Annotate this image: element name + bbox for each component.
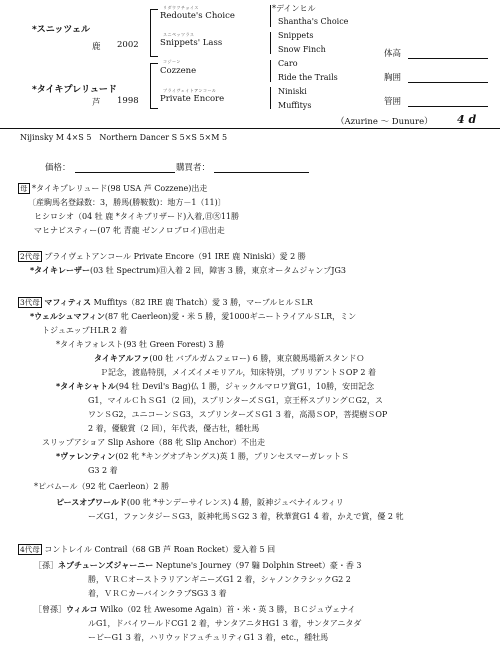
dam-offspring-1: ヒシロシオ（04 牡 鹿 *タイキブリザード)入着,㊐㊋11勝 [34,212,240,221]
son-tag: ［孫］ [34,561,58,570]
alpha-rest: (00 牡 バブルガムフェロー) 6 勝，東京競馬場新スタンドＯ [149,354,365,363]
dam-offspring-2: マヒナビスティー(07 牝 青鹿 ゼンノロブロイ)㊐出走 [34,226,225,235]
son-cont-1: 勝，ＶＲＣオーストラリアンギニーズG1 2 着，シャノンクラシックG2 2 [88,575,351,584]
bracket-g3-4 [270,87,271,109]
peace-name: ピースオブワールド [56,498,127,507]
sire-sire-ruby: リダウツチョイス [163,5,199,10]
g3-1: *デインヒル [272,4,316,13]
bracket-g3-3 [270,60,271,82]
alpha-name: タイキアルファ [94,354,150,363]
bracket-g3-2 [270,32,271,54]
great-line [34,604,356,615]
sire-dam-ruby: スニペッツラス [163,32,195,37]
shuttle-cont-3: 2 着，優駿賞（2 回），年代表，優古牡，種牡馬 [88,424,260,433]
chest-label: 胸囲 [384,73,402,83]
pedigree-divider [0,128,500,129]
g2-tag: 2代母 [20,252,40,261]
bracket-sire [150,9,151,57]
g2-line1 [18,251,306,262]
sire-name: *スニッツェル [32,25,90,35]
cannon-label: 管囲 [384,97,402,107]
dam-dam-ruby: プライヴェイトアンコール [163,88,217,93]
bracket-dam-bottom [150,108,158,109]
welsh-name: *ウェルシュマフィン [30,312,105,321]
dam-tag: 母 [20,184,28,193]
family-number: 4 d [457,113,477,126]
bracket-sire-bottom [150,56,158,57]
g4-line1 [18,544,275,555]
great-cont-2: ービーG1 3 着，ハリウッドフュチュリティG1 3 着，etc.，種牡馬 [88,633,329,642]
g2-child [30,265,346,276]
welsh-rest: (87 牝 Caerleon)愛・米 5 勝，愛1000ギニートライアルＳLR，ミン [104,312,357,321]
shuttle-cont-2: ワンＳG2，ユニコーンＳG3，スプリンターズＳG1 3 着，高湯ＳOP，菩提樹ＳOP [88,410,388,419]
sire-year: 2002 [117,40,139,50]
dam-sire-name: Cozzene [160,66,197,76]
valentine-line [56,451,349,462]
g4-tag: 4代母 [20,545,40,554]
dam-section-line1 [18,183,207,194]
g3-3: Snippets [278,31,314,40]
great-name: ウィルコ [66,605,98,614]
dam-section-stats: 〔産駒馬名登録数：3，勝馬(勝鞍数)：地方－1（11)〕 [28,198,226,207]
welsh-cont: トジュエップＨLR 2 着 [42,326,128,335]
chest-field [408,82,488,83]
family-line: （Azurine ～ Dunure） [336,117,433,127]
g3s-rest: Muffitys（82 IRE 鹿 Thatch）愛 3 勝，マーブルヒルＳLR [91,298,313,307]
height-label: 体高 [384,49,402,59]
great-rest: Wilko（02 牡 Awesome Again）首・米・英 3 勝，ＢＣジュヴェナイ [97,605,356,614]
dam-year: 1998 [117,96,139,106]
shuttle-name: *タイキシャトル [56,382,116,391]
valentine-cont: G3 2 着 [88,466,118,475]
son-name: ネプチューンズジャーニー [58,561,154,570]
shuttle-line [56,381,374,392]
dam-section-desc: *タイキプレリュード(98 USA 芦 Cozzene)出走 [32,184,208,193]
g2-child-rest: (03 牡 Spectrum)㊐入着 2 回，障害 3 勝，東京オータムジャンプJG3 [89,266,346,275]
peace-rest: (00 牝 *サンデーサイレンス) 4 勝，阪神ジュベナイルフィリ [126,498,344,507]
dam-dam-name: Private Encore [160,94,225,104]
bracket-sire-top [150,9,158,10]
inbreeding: Nijinsky M 4×S 5 Northern Dancer S 5×S 5×M 5 [20,133,228,142]
g2-desc: プライヴェトアンコール Private Encore（91 IRE 鹿 Niniski）愛 2 勝 [44,252,306,261]
great-tag: ［曾孫］ [34,605,66,614]
sire-sire-name: Redoute's Choice [160,11,235,21]
dam-sire-ruby: コジーン [163,59,181,64]
g3-4: Snow Finch [278,45,326,54]
g3-6: Ride the Trails [278,73,338,82]
g3-8: Muffitys [278,101,312,110]
great-cont-1: ルG1，ドバイワールドCG1 2 着，サンタアニタHG1 3 着，サンタアニタダ [88,619,362,628]
alpha-line [94,353,364,364]
forest-line: *タイキフォレスト(93 牡 Green Forest) 3 勝 [56,340,225,349]
slip-line: スリップアショア Slip Ashore（88 牝 Slip Anchor）不出走 [42,438,266,447]
sire-color: 鹿 [92,42,101,52]
g2-child-name: *タイキレーザー [30,266,90,275]
valentine-name: *ヴァレンティン [56,452,116,461]
peace-cont: ーズG1，ファンタジーＳG3，阪神牝馬ＳG2 3 着，秋華賞G1 4 着，かえで賞，優 2 牝 [88,512,404,521]
welsh-line [30,311,356,322]
alpha-cont: Ｐ記念，渡島特別，メイズイメモリアル，知床特別，ブリリアントＳOP 2 着 [100,368,377,377]
g3-7: Niniski [278,87,307,96]
valentine-rest: (02 牝 *キングオブキングス)英 1 勝，プリンセスマーガレットＳ [115,452,350,461]
cannon-field [408,106,488,107]
buyer-label: 購買者： [176,163,211,173]
g3s-line1 [18,297,313,308]
g3-2: Shantha's Choice [278,17,349,26]
buyer-field [214,172,309,173]
bracket-dam [150,63,151,109]
g3-5: Caro [278,59,298,68]
dam-color: 芦 [92,98,101,108]
sire-dam-name: Snippets' Lass [160,38,223,48]
g3s-name: マフィティス [44,298,92,307]
shuttle-rest: (94 牡 Devil's Bag)仏 1 勝，ジャックルマロワ賞G1，10勝，安田記念 [115,382,375,391]
pimaru-line: *ピバムール（92 牝 Caerleon）2 勝 [34,482,170,491]
bracket-dam-top [150,63,158,64]
g4-desc: コントレイル Contrail（68 GB 芦 Roan Rocket）愛入着 5 回 [44,545,276,554]
son-line [34,560,362,571]
price-field [75,172,175,173]
son-cont-2: 着，ＶＲＣカーバインクラブSG3 3 着 [88,589,227,598]
height-field [408,58,488,59]
son-rest: Neptune's Journey（97 騸 Dolphin Street）豪・香 3 [153,561,362,570]
dam-name: *タイキプレリュード [32,85,117,95]
g3s-tag: 3代母 [20,298,40,307]
shuttle-cont-1: G1，マイルＣｈＳG1（2 回)，スプリンターズＳG1，京王杯スプリングＣG2，ス [88,396,383,405]
price-label: 価格： [45,163,71,173]
peace-line [56,497,344,508]
bracket-g3-1 [270,5,271,27]
